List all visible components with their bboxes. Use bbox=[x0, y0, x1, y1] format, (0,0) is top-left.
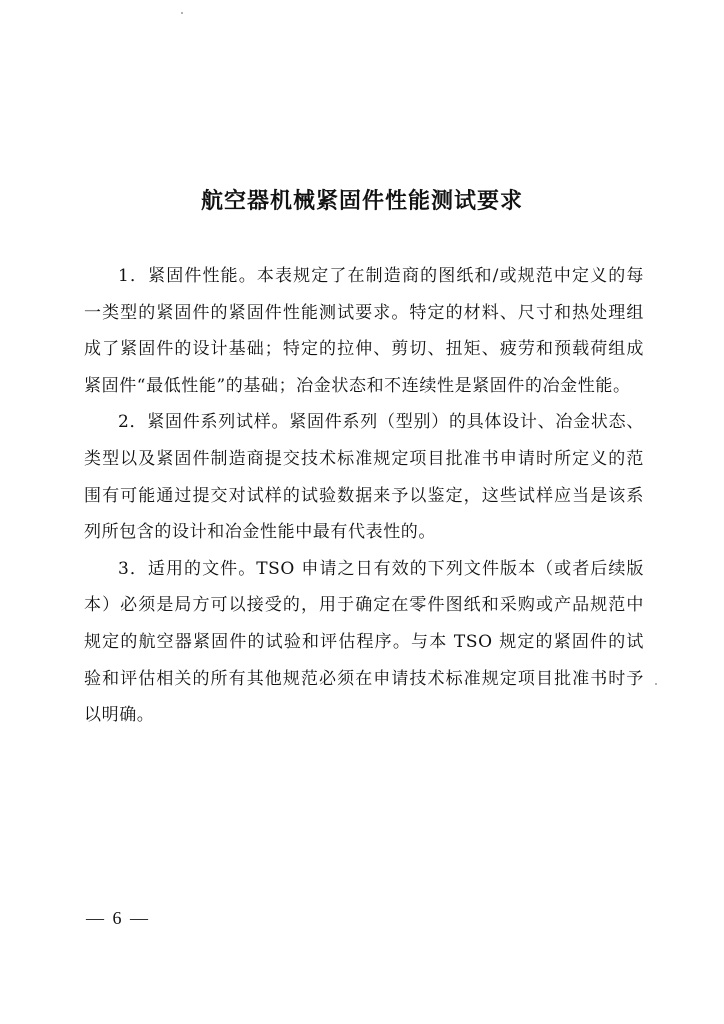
paragraph-fastener-performance: 1．紧固件性能。本表规定了在制造商的图纸和/或规范中定义的每一类型的紧固件的紧固件性能测试要求。特定的材料、尺寸和热处理组成了紧固件的设计基础；特定的拉伸、剪切、扭矩、疲劳和预载荷组成紧固件“最低性能”的基础；冶金状态和不连续性是紧固件的冶金性能。 bbox=[84, 266, 644, 396]
document-title: 航空器机械紧固件性能测试要求 bbox=[200, 188, 523, 214]
paragraph-fastener-series-samples: 2．紧固件系列试样。紧固件系列（型别）的具体设计、冶金状态、类型以及紧固件制造商提交技术标准规定项目批准书申请时所定义的范围有可能通过提交对试样的试验数据来予以鉴定，这些试样应当是该系列所包含的设计和冶金性能中最有代表性的。 bbox=[84, 412, 644, 543]
page-number: — 6 — bbox=[86, 908, 150, 928]
paragraph-applicable-documents: 3．适用的文件。TSO 申请之日有效的下列文件版本（或者后续版本）必须是局方可以接受的，用于确定在零件图纸和采购或产品规范中规定的航空器紧固件的试验和评估程序。与本 TSO 规定的紧固件的试验和评估相关的所有其他规范必须在申请技术标准规定项目批准书时予以明确。 bbox=[84, 558, 644, 726]
scan-speck bbox=[655, 683, 657, 685]
scan-speck bbox=[181, 12, 183, 14]
document-body bbox=[84, 258, 644, 734]
